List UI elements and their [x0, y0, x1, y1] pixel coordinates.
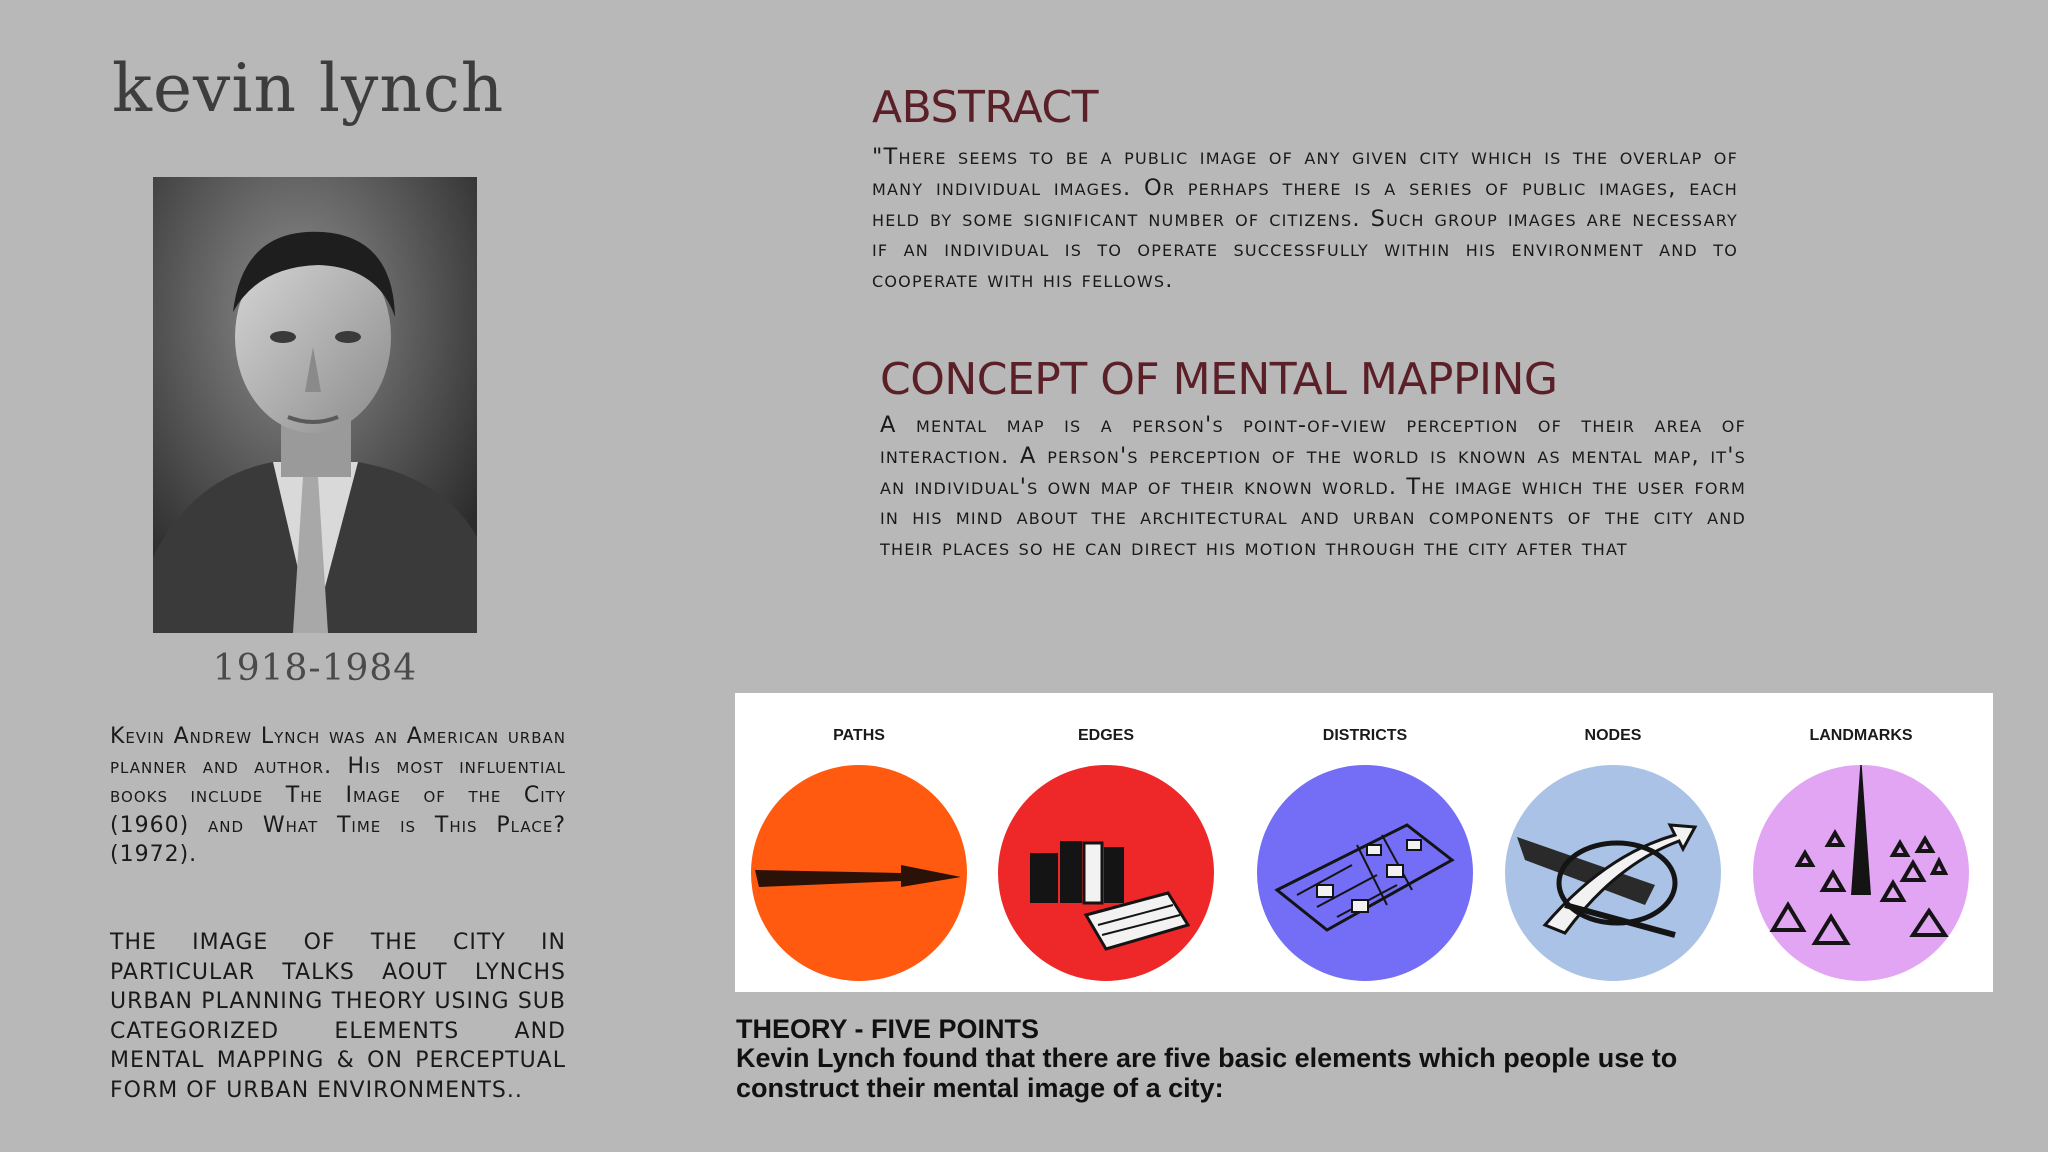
element-districts	[1250, 693, 1480, 992]
element-label: EDGES	[1077, 727, 1134, 744]
node-intersection-icon	[1505, 765, 1721, 981]
element-paths	[744, 693, 974, 992]
edge-buildings-icon	[998, 765, 1214, 981]
landmark-tower-icon	[1753, 765, 1969, 981]
portrait-photo	[153, 177, 477, 633]
element-nodes	[1498, 693, 1728, 992]
path-arrow-icon	[751, 765, 967, 981]
bio-paragraph: Kevin Andrew Lynch was an American urban planner and author. His most influential books include The Image of the City (1960) and What Time is This Place? (1972).	[110, 724, 566, 867]
theory-title: THEORY - FIVE POINTS	[736, 1014, 1040, 1044]
person-name: kevin lynch	[112, 50, 505, 127]
district-blocks-icon	[1257, 765, 1473, 981]
element-label: NODES	[1584, 727, 1642, 744]
theory-description: Kevin Lynch found that there are five basic elements which people use to construct their mental image of a city:	[736, 1043, 1678, 1103]
five-elements-diagram	[735, 693, 1993, 992]
portrait-illustration	[153, 177, 477, 633]
element-edges	[991, 693, 1221, 992]
element-label: LANDMARKS	[1809, 727, 1913, 744]
element-label: PATHS	[833, 727, 885, 744]
bio-paragraph-image-of-city: THE IMAGE OF THE CITY IN PARTICULAR TALKS AOUT LYNCHS URBAN PLANNING THEORY USING SUB CATEGORIZED ELEMENTS AND MENTAL MAPPING & ON PERCEPTUAL FORM OF URBAN ENVIRONMENTS..	[110, 930, 566, 1103]
element-landmarks	[1746, 693, 1976, 992]
concept-text: A mental map is a person's point-of-view perception of their area of interaction. A person's perception of the world is known as mental map, it's an individual's own map of their known world. The image which the user form in his mind about the architectural and urban components of the city and their places so he can direct his motion through the city after that	[880, 412, 1746, 562]
abstract-heading: ABSTRACT	[872, 82, 1099, 133]
abstract-text: "There seems to be a public image of any given city which is the overlap of many individual images. Or perhaps there is a series of public images, each held by some significant number of citizens. Such group images are necessary if an individual is to operate successfully within his environment and to cooperate with his fellows.	[872, 144, 1738, 294]
element-label: DISTRICTS	[1322, 727, 1408, 744]
birth-death-years: 1918-1984	[212, 648, 418, 689]
concept-heading: CONCEPT OF MENTAL MAPPING	[880, 354, 1558, 405]
